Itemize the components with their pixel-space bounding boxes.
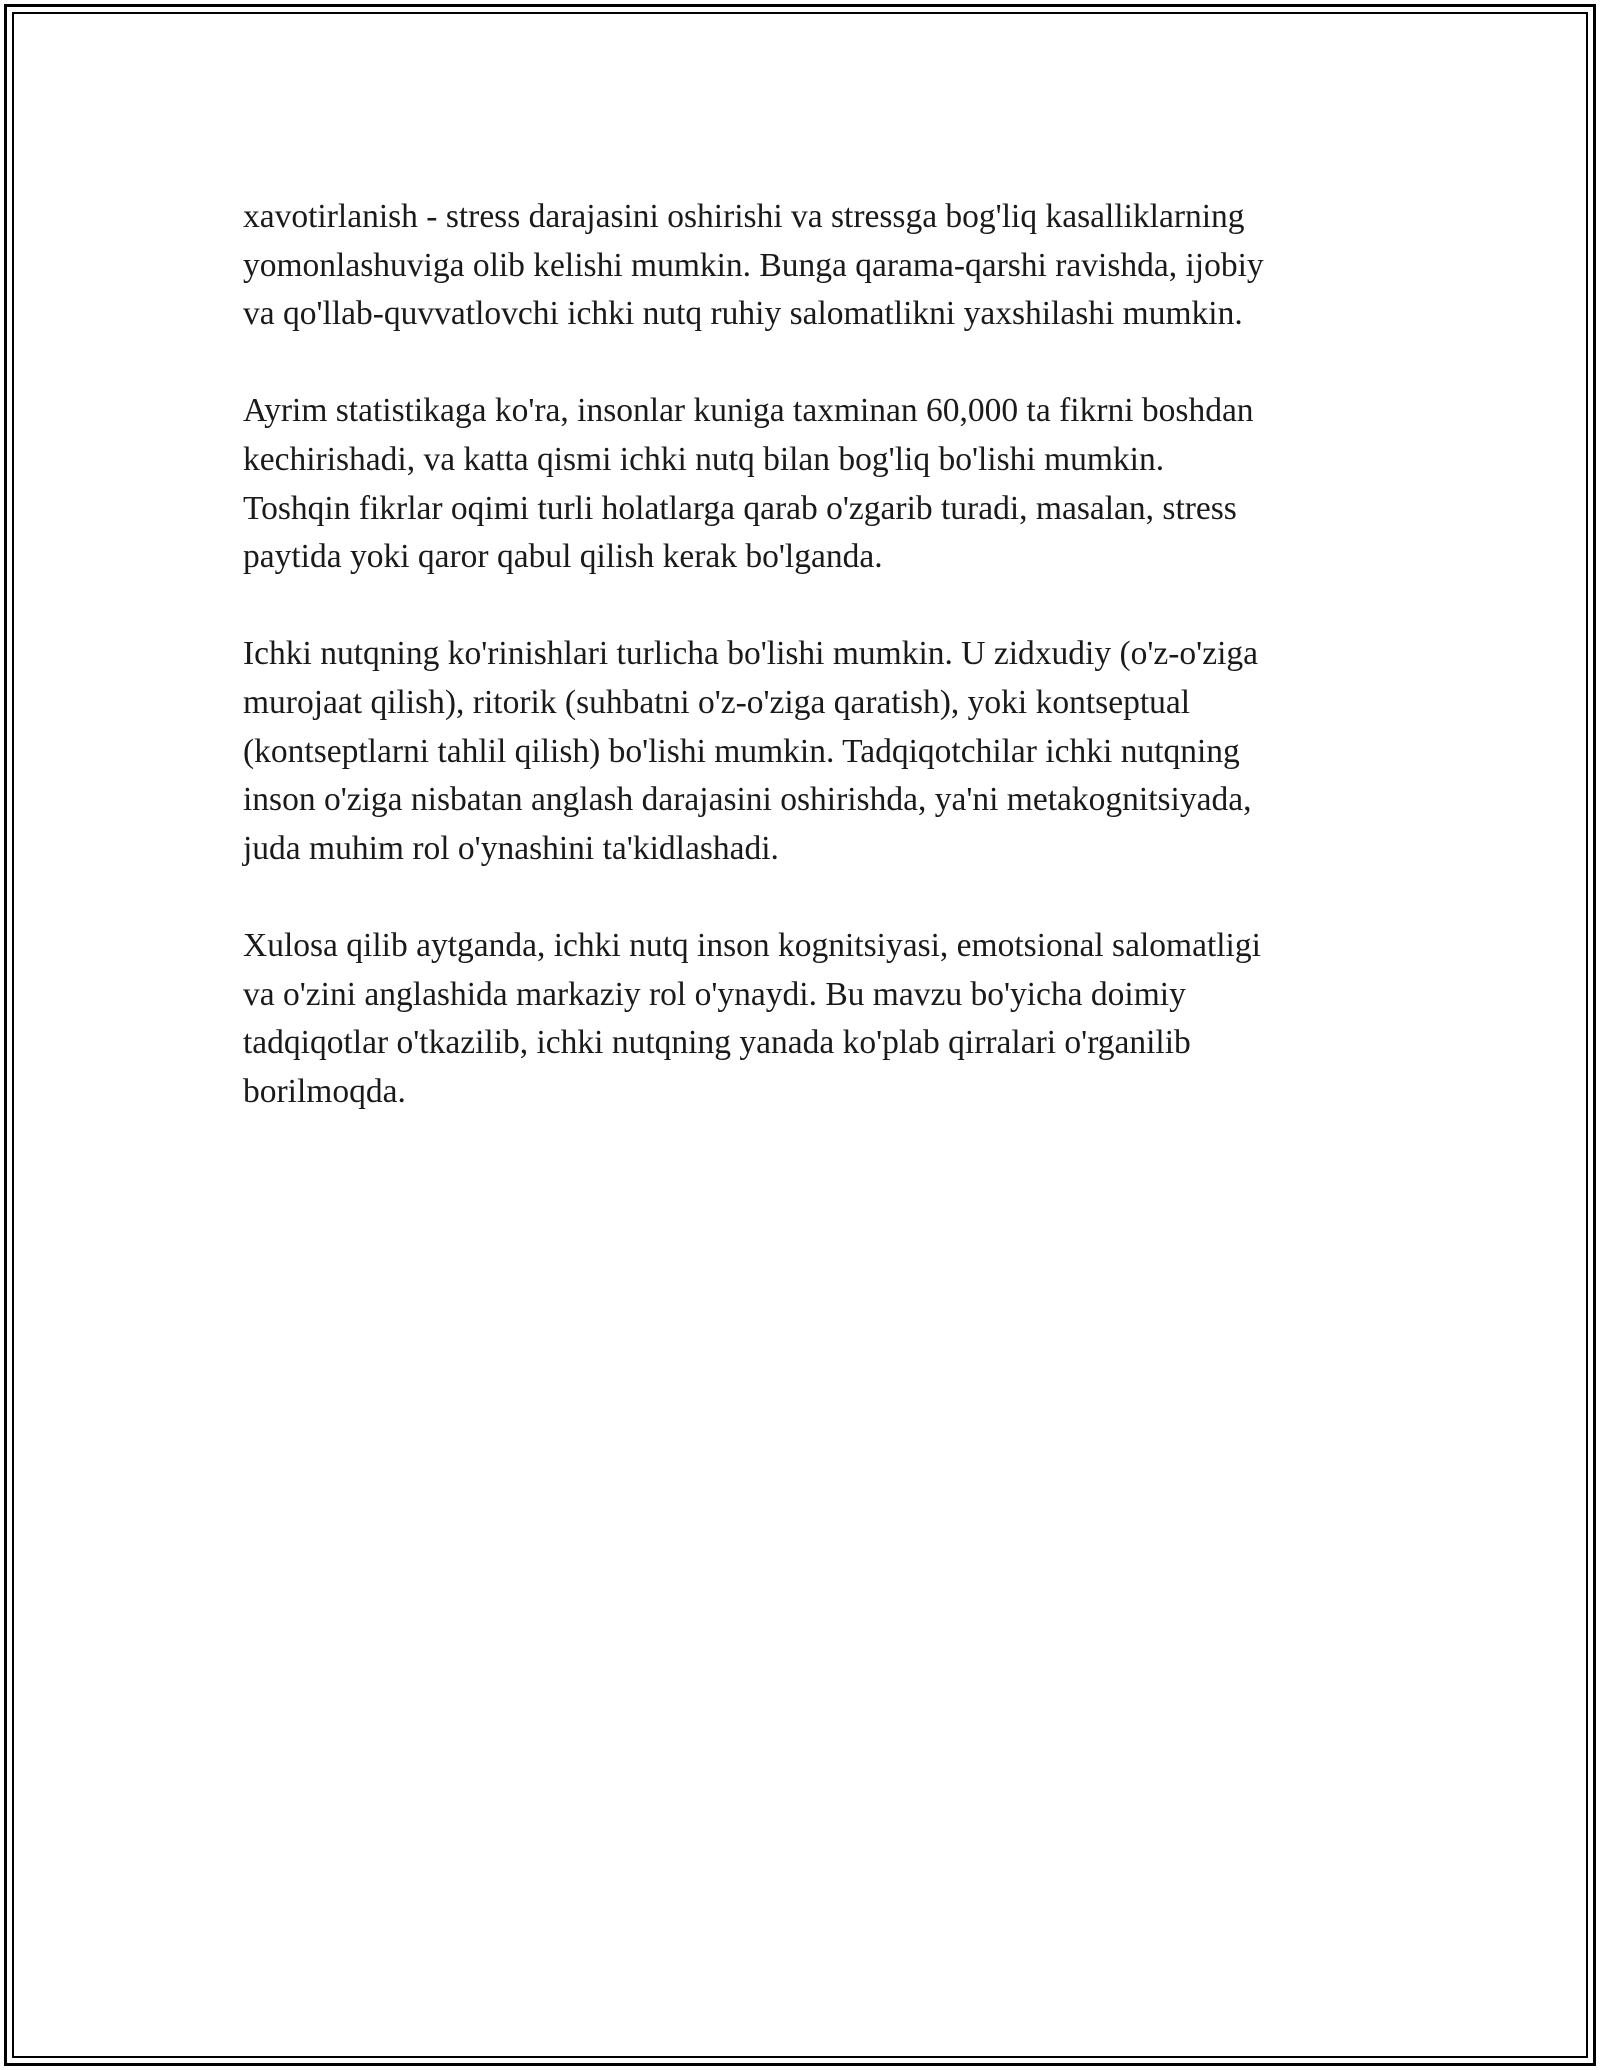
paragraph-forms: Ichki nutqning ko'rinishlari turlicha bo'lishi mumkin. U zidxudiy (o'z-o'ziga murojaat qilish), ritorik (suhbatni o'z-o'ziga qaratish), yoki kontseptual (kontseptlarni tahlil qilish) bo'lishi mumkin. Tadqiqotchilar ichki nutqning inson o'ziga nisbatan anglash darajasini oshirishda, ya'ni metakognitsiyada, juda muhim rol o'ynashini ta'kidlashadi. (243, 635, 1259, 867)
document-body (243, 193, 1373, 1165)
paragraph-conclusion: Xulosa qilib aytganda, ichki nutq inson kognitsiyasi, emotsional salomatligi va o'zini anglashida markaziy rol o'ynaydi. Bu mavzu bo'yicha doimiy tadqiqotlar o'tkazilib, ichki nutqning yanada ko'plab qirralari o'rganilib borilmoqda. (243, 926, 1261, 1110)
paragraph-stress: xavotirlanish - stress darajasini oshirishi va stressga bog'liq kasalliklarning yomonlashuviga olib kelishi mumkin. Bunga qarama-qarshi ravishda, ijobiy va qo'llab-quvvatlovchi ichki nutq ruhiy salomatlikni yaxshilashi mumkin. (243, 198, 1264, 333)
page-border (4, 4, 1596, 2066)
paragraph-statistics: Ayrim statistikaga ko'ra, insonlar kuniga taxminan 60,000 ta fikrni boshdan kechirishadi, va katta qismi ichki nutq bilan bog'liq bo'lishi mumkin. Toshqin fikrlar oqimi turli holatlarga qarab o'zgarib turadi, masalan, stress paytida yoki qaror qabul qilish kerak bo'lganda. (243, 392, 1254, 576)
